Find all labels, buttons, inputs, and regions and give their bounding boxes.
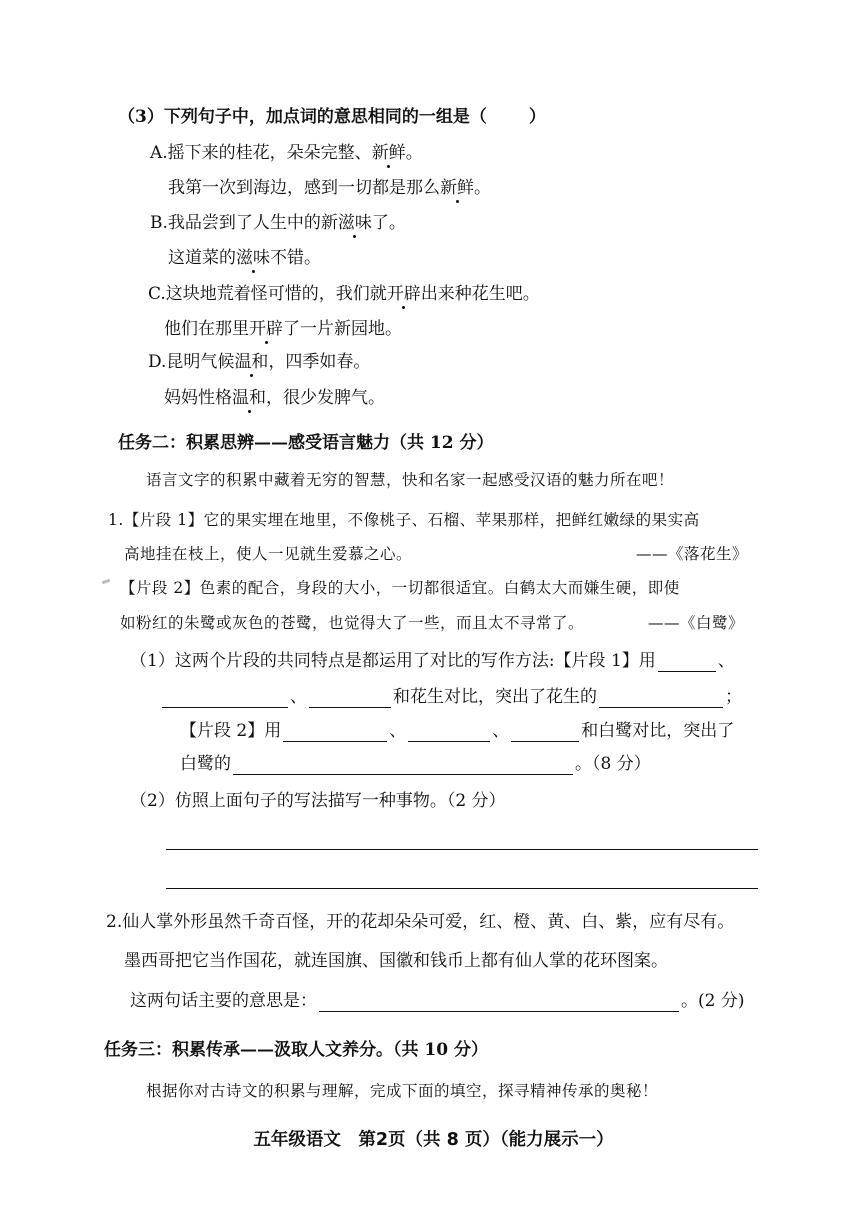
option-text: 了。 — [371, 213, 406, 233]
q3-option-b1 — [150, 212, 406, 234]
separator: ； — [725, 687, 742, 707]
option-text: 他们在那里 — [164, 319, 249, 339]
task2-intro: 语言文字的积累中藏着无穷的智慧，快和名家一起感受汉语的魅力所在吧！ — [146, 471, 675, 489]
sub2-prompt: （2）仿照上面句子的写法描写一种事物。（2 分） — [130, 791, 506, 811]
option-text: A.摇下来的桂花，朵朵完整、 — [150, 143, 372, 163]
option-text: 不错。 — [270, 248, 321, 268]
option-text: 。 — [474, 178, 491, 198]
dotted-word: 温和 — [234, 352, 269, 372]
passage2-source: ——《白鹭》 — [648, 614, 745, 632]
sub1-line4 — [180, 753, 651, 775]
answer-line[interactable] — [166, 888, 758, 889]
separator: 、 — [290, 687, 307, 707]
q3-stem — [118, 106, 546, 128]
sub1-text: 【片段 2】用 — [180, 721, 282, 741]
q2-ask-text: 这两句话主要的意思是： — [130, 991, 317, 1011]
sub1-line2 — [160, 686, 742, 708]
passage2-line1: 【片段 2】色素的配合，身段的大小，一切都很适宜。白鹤太大而嫌生硬，即使 — [120, 579, 680, 597]
answer-blank[interactable] — [319, 993, 679, 1012]
dotted-word: 开辟 — [249, 319, 283, 339]
option-text: ，四季如春。 — [268, 352, 371, 372]
q3-option-d1 — [148, 351, 370, 373]
q3-option-b2 — [168, 247, 321, 269]
option-text: 了一片新园地。 — [283, 319, 402, 339]
q3-option-a1 — [150, 142, 423, 164]
sub1-text: 。（8 分） — [575, 754, 651, 774]
q3-option-c2 — [164, 318, 402, 340]
sub1-text: 和白鹭对比，突出了 — [581, 721, 735, 741]
option-text: 。 — [405, 143, 423, 163]
dotted-word: 新鲜 — [440, 178, 474, 198]
q3-option-c1 — [148, 283, 540, 305]
dotted-word: 新鲜 — [371, 143, 406, 163]
answer-blank[interactable] — [162, 689, 288, 708]
dotted-word: 开辟 — [386, 284, 421, 304]
option-text: D.昆明气候 — [148, 352, 235, 372]
q2-line1: 2.仙人掌外形虽然千奇百怪，开的花却朵朵可爱，红、橙、黄、白、紫，应有尽有。 — [106, 912, 735, 932]
task3-intro: 根据你对古诗文的积累与理解，完成下面的填空，探寻精神传承的奥秘！ — [146, 1082, 659, 1100]
passage1-line1: 1.【片段 1】它的果实埋在地里，不像桃子、石榴、苹果那样，把鲜红嫩绿的果实高 — [108, 511, 700, 529]
option-text: B.我品尝到了人生中的新 — [150, 213, 338, 233]
answer-blank[interactable] — [233, 756, 573, 775]
answer-blank[interactable] — [283, 723, 387, 742]
passage1-line2: 高地挂在枝上，使人一见就生爱慕之心。 — [124, 545, 413, 563]
answer-blank[interactable] — [599, 689, 723, 708]
option-text: C.这块地荒着怪可惜的，我们就 — [148, 284, 387, 304]
sub1-text: 和花生对比，突出了花生的 — [393, 687, 597, 707]
dotted-word: 滋味 — [337, 213, 372, 233]
q2-score: 。(2 分) — [681, 991, 745, 1011]
q3-option-d2 — [164, 387, 385, 409]
q2-line2: 墨西哥把它当作国花，就连国旗、国徽和钱币上都有仙人掌的花环图案。 — [124, 951, 668, 971]
task2-heading: 任务二：积累思辨——感受语言魅力（共 12 分） — [118, 433, 494, 453]
answer-blank[interactable] — [511, 723, 579, 742]
dotted-word: 滋味 — [236, 248, 270, 268]
option-text: ，很少发脾气。 — [266, 388, 385, 408]
q3-stem-close: ） — [528, 107, 546, 127]
answer-line[interactable] — [166, 849, 758, 850]
separator: 、 — [492, 721, 510, 741]
option-text: 这道菜的 — [168, 248, 236, 268]
dotted-word: 温和 — [232, 388, 266, 408]
separator: 、 — [717, 651, 735, 671]
answer-blank[interactable] — [408, 723, 490, 742]
scan-smudge — [102, 579, 111, 585]
passage2-line2: 如粉红的朱鹭或灰色的苍鹭，也觉得大了一些，而且太不寻常了。 — [120, 614, 585, 632]
page-footer: 五年级语文 第2页（共 8 页）（能力展示一） — [253, 1130, 614, 1150]
passage1-source: ——《落花生》 — [636, 545, 749, 563]
answer-blank[interactable] — [309, 689, 391, 708]
separator: 、 — [389, 721, 407, 741]
task3-heading: 任务三：积累传承——汲取人文养分。（共 10 分） — [104, 1040, 488, 1060]
q2-ask — [130, 990, 744, 1012]
sub1-line1 — [130, 650, 735, 672]
option-text: 妈妈性格 — [164, 388, 232, 408]
option-text: 出来种花生吧。 — [420, 284, 540, 304]
q3-option-a2 — [168, 177, 491, 199]
sub1-text: 白鹭的 — [180, 754, 231, 774]
answer-blank[interactable] — [658, 653, 716, 672]
option-text: 我第一次到海边，感到一切都是那么 — [168, 178, 440, 198]
q3-stem-text: （3）下列句子中，加点词的意思相同的一组是（ — [118, 107, 487, 127]
sub1-line3 — [180, 720, 734, 742]
sub1-text: （1）这两个片段的共同特点是都运用了对比的写作方法:【片段 1】用 — [130, 651, 656, 671]
